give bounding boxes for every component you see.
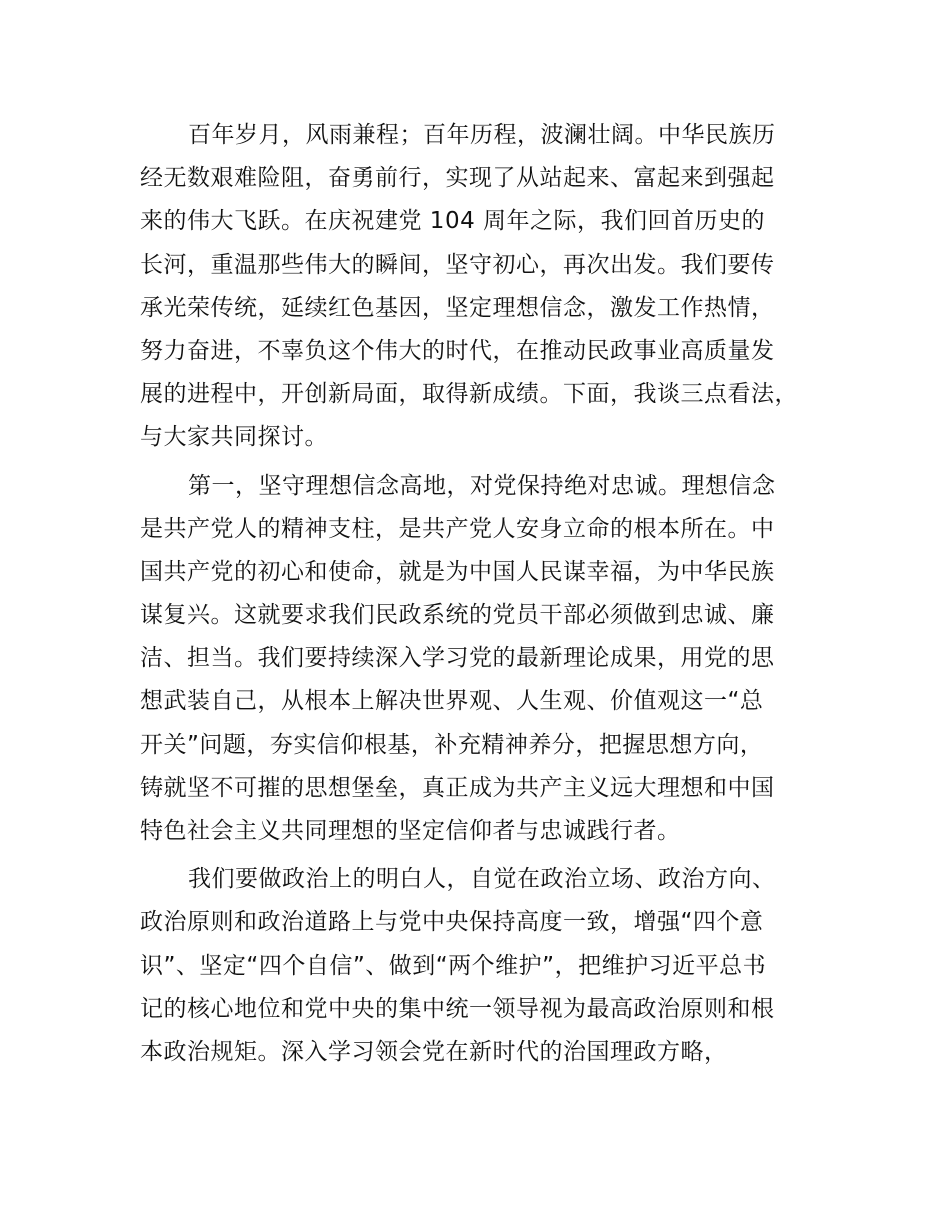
paragraph-3: [140, 858, 840, 1074]
text-line: 洁、担当。我们要持续深入学习党的最新理论成果，用党的思: [140, 645, 775, 672]
text-line: 国共产党的初心和使命，就是为中国人民谋幸福，为中华民族: [140, 558, 775, 585]
text-line: 承光荣传统，延续红色基因，坚定理想信念，激发工作热情，: [140, 294, 775, 321]
text-line: 政治原则和政治道路上与党中央保持高度一致，增强“四个意: [140, 909, 764, 936]
text-line: 谋复兴。这就要求我们民政系统的党员干部必须做到忠诚、廉: [140, 602, 775, 629]
text-line: 展的进程中，开创新局面，取得新成绩。下面，我谈三点看法，: [140, 381, 798, 408]
text-line: 本政治规矩。深入学习领会党在新时代的治国理政方略，: [140, 1038, 728, 1065]
text-line: 是共产党人的精神支柱，是共产党人安身立命的根本所在。中: [140, 515, 775, 542]
text-line: 我们要做政治上的明白人，自觉在政治立场、政治方向、: [188, 866, 776, 893]
text-line: 与大家共同探讨。: [140, 424, 328, 451]
text-line: 特色社会主义共同理想的坚定信仰者与忠诚践行者。: [140, 818, 681, 844]
paragraph-2: [140, 465, 840, 854]
text-line: 开关”问题，夯实信仰根基，补充精神养分，把握思想方向，: [140, 731, 764, 758]
text-line: 来的伟大飞跃。在庆祝建党 104 周年之际，我们回首历史的: [140, 208, 766, 235]
paragraph-1: [140, 114, 840, 460]
text-line: 努力奋进，不辜负这个伟大的时代，在推动民政事业高质量发: [140, 337, 775, 364]
text-line: 识”、坚定“四个自信”、做到“两个维护”，把维护习近平总书: [140, 952, 767, 979]
text-line: 记的核心地位和党中央的集中统一领导视为最高政治原则和根: [140, 995, 775, 1022]
text-line: 长河，重温那些伟大的瞬间，坚守初心，再次出发。我们要传: [140, 251, 775, 278]
text-line: 第一，坚守理想信念高地，对党保持绝对忠诚。理想信念: [188, 472, 776, 499]
text-line: 想武装自己，从根本上解决世界观、人生观、价值观这一“总: [140, 688, 764, 715]
document-body: [140, 114, 840, 1074]
text-line: 经无数艰难险阻，奋勇前行，实现了从站起来、富起来到强起: [140, 165, 775, 192]
text-line: 百年岁月，风雨兼程；百年历程，波澜壮阔。中华民族历: [188, 122, 776, 148]
text-line: 铸就坚不可摧的思想堡垒，真正成为共产主义远大理想和中国: [140, 774, 775, 801]
